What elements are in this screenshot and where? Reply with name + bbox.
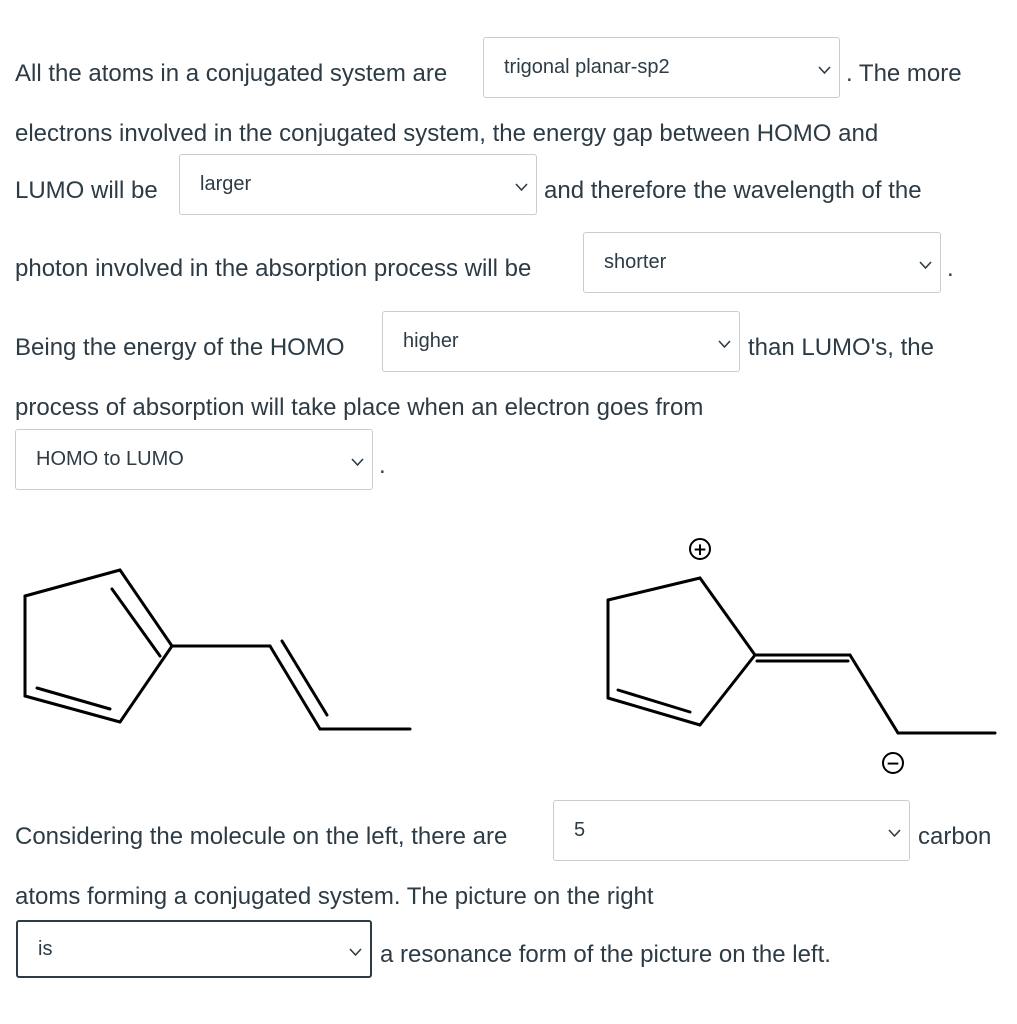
transition-dropdown-value: HOMO to LUMO	[36, 448, 184, 470]
bond-line	[270, 646, 320, 729]
question-text-line10-end: a resonance form of the picture on the left.	[380, 941, 831, 968]
chevron-down-icon	[888, 827, 901, 840]
bond-line	[608, 578, 700, 600]
question-text-line5-end: than LUMO's, the	[748, 334, 934, 361]
question-text-line8-end: carbon	[918, 823, 992, 850]
minus-charge-label: −	[885, 754, 901, 774]
double-bond-line	[112, 589, 160, 656]
question-text-line1: All the atoms in a conjugated system are	[15, 60, 448, 87]
chevron-down-icon	[818, 64, 831, 77]
left-molecule	[25, 570, 410, 729]
question-text-line4-end: .	[947, 255, 954, 282]
question-text-line2: electrons involved in the conjugated system, the energy gap between HOMO and	[15, 120, 879, 147]
geometry-dropdown-value: trigonal planar-sp2	[504, 56, 670, 78]
carbon-count-dropdown[interactable]	[553, 800, 910, 861]
energy-gap-dropdown-value: larger	[200, 173, 252, 195]
chevron-down-icon	[349, 946, 362, 959]
energy-gap-dropdown[interactable]	[179, 154, 537, 215]
question-text-line9: atoms forming a conjugated system. The picture on the right	[15, 883, 654, 910]
question-text-line8: Considering the molecule on the left, there are	[15, 823, 508, 850]
bond-line	[120, 646, 172, 722]
resonance-dropdown[interactable]	[16, 920, 372, 978]
bond-line	[700, 578, 755, 655]
minus-charge-icon	[883, 753, 903, 774]
question-text-line3: LUMO will be	[15, 177, 158, 204]
question-text-line5: Being the energy of the HOMO	[15, 334, 345, 361]
question-text-line6: process of absorption will take place when an electron goes from	[15, 394, 704, 421]
wavelength-dropdown-value: shorter	[604, 251, 667, 273]
double-bond-line	[618, 690, 690, 712]
bond-line	[25, 570, 120, 596]
bond-line	[700, 655, 755, 725]
carbon-count-dropdown-value: 5	[574, 819, 586, 841]
plus-charge-icon	[690, 539, 710, 560]
question-text-line7-end: .	[379, 452, 386, 479]
chevron-down-icon	[919, 259, 932, 272]
bond-line	[850, 655, 898, 733]
question-text-line1-end: . The more	[846, 60, 962, 87]
right-molecule	[608, 578, 995, 733]
double-bond-line	[37, 688, 110, 709]
question-text-line4: photon involved in the absorption process will be	[15, 255, 532, 282]
transition-dropdown[interactable]	[15, 429, 373, 490]
chevron-down-icon	[718, 338, 731, 351]
molecule-figure	[0, 520, 1017, 800]
chevron-down-icon	[515, 181, 528, 194]
homo-energy-dropdown-value: higher	[403, 330, 459, 352]
wavelength-dropdown[interactable]	[583, 232, 941, 293]
question-text-line3-end: and therefore the wavelength of the	[544, 177, 922, 204]
chevron-down-icon	[351, 456, 364, 469]
resonance-dropdown-value: is	[38, 938, 53, 960]
plus-charge-label: +	[692, 540, 708, 560]
geometry-dropdown[interactable]	[483, 37, 840, 98]
homo-energy-dropdown[interactable]	[382, 311, 740, 372]
